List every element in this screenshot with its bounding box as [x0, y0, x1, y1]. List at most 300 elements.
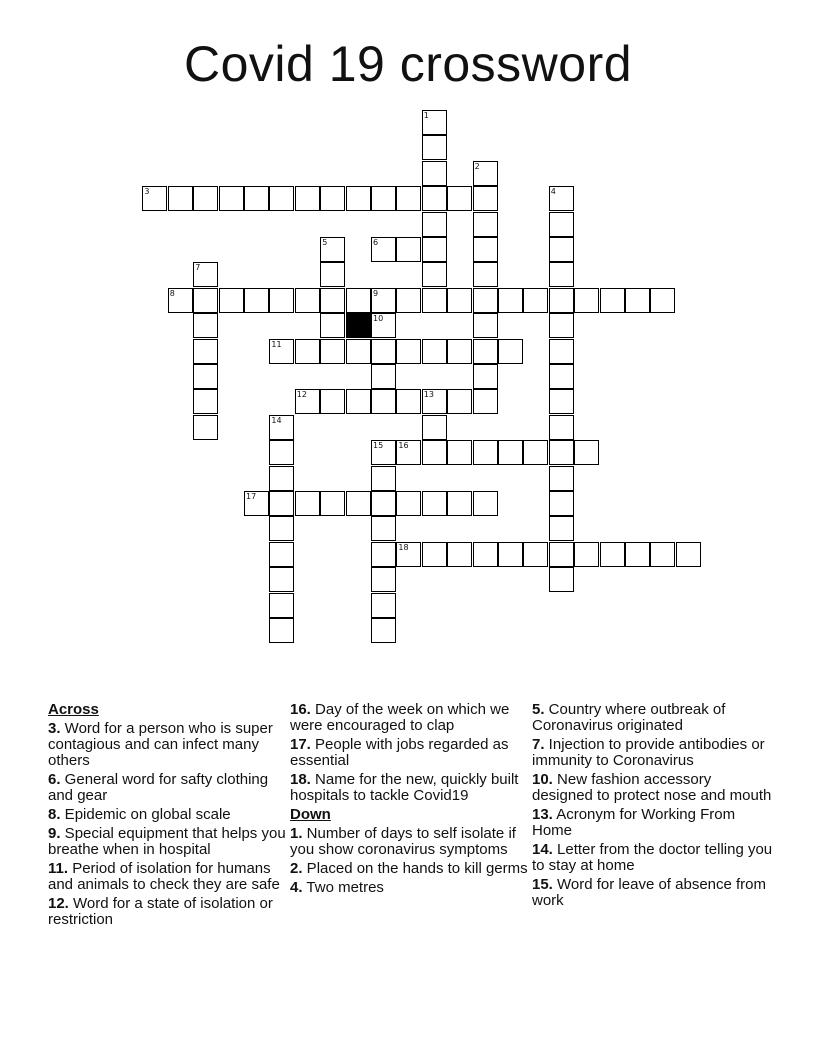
grid-cell[interactable] [549, 491, 574, 516]
clue-number-label: 15. [532, 876, 553, 893]
letter-input[interactable] [270, 416, 293, 439]
grid-cell[interactable] [422, 542, 447, 567]
letter-input[interactable] [448, 289, 471, 312]
grid-cell[interactable] [549, 212, 574, 237]
letter-input[interactable] [575, 543, 598, 566]
letter-input[interactable] [270, 441, 293, 464]
grid-cell[interactable] [320, 491, 345, 516]
grid-cell[interactable] [422, 110, 447, 135]
grid-cell[interactable] [346, 186, 371, 211]
grid-cell[interactable] [193, 389, 218, 414]
grid-cell[interactable] [168, 186, 193, 211]
grid-cell[interactable] [295, 389, 320, 414]
letter-input[interactable] [372, 365, 395, 388]
letter-input[interactable] [372, 467, 395, 490]
grid-cell[interactable] [371, 186, 396, 211]
letter-input[interactable] [423, 416, 446, 439]
letter-input[interactable] [220, 187, 243, 210]
grid-cell[interactable] [371, 313, 396, 338]
grid-cell[interactable] [549, 516, 574, 541]
letter-input[interactable] [321, 340, 344, 363]
grid-cell[interactable] [447, 186, 472, 211]
clue-column-2 [290, 702, 532, 931]
letter-input[interactable] [194, 416, 217, 439]
grid-cell[interactable] [473, 339, 498, 364]
grid-cell[interactable] [219, 288, 244, 313]
grid-cell[interactable] [650, 542, 675, 567]
grid-cell[interactable] [295, 339, 320, 364]
letter-input[interactable] [347, 289, 370, 312]
grid-cell[interactable] [142, 186, 167, 211]
letter-input[interactable] [474, 314, 497, 337]
letter-input[interactable] [347, 187, 370, 210]
grid-cell[interactable] [523, 288, 548, 313]
grid-cell[interactable] [473, 491, 498, 516]
grid-cell[interactable] [549, 237, 574, 262]
grid-cell[interactable] [549, 288, 574, 313]
letter-input[interactable] [575, 289, 598, 312]
grid-cell[interactable] [549, 389, 574, 414]
grid-cell[interactable] [168, 288, 193, 313]
clue-number: 2 [474, 161, 480, 171]
letter-input[interactable] [550, 365, 573, 388]
grid-cell[interactable] [193, 288, 218, 313]
letter-input[interactable] [397, 187, 420, 210]
grid-cell[interactable] [422, 262, 447, 287]
letter-input[interactable] [550, 314, 573, 337]
letter-input[interactable] [194, 314, 217, 337]
letter-input[interactable] [270, 619, 293, 642]
letter-input[interactable] [499, 289, 522, 312]
grid-cell[interactable] [269, 491, 294, 516]
letter-input[interactable] [169, 187, 192, 210]
letter-input[interactable] [372, 594, 395, 617]
grid-cell[interactable] [193, 415, 218, 440]
letter-input[interactable] [626, 543, 649, 566]
grid-cell[interactable] [371, 339, 396, 364]
clue-number: 7 [195, 263, 201, 273]
grid-cell[interactable] [549, 466, 574, 491]
letter-input[interactable] [321, 390, 344, 413]
letter-input[interactable] [296, 492, 319, 515]
letter-input[interactable] [372, 390, 395, 413]
letter-input[interactable] [245, 492, 268, 515]
grid-cell[interactable] [193, 313, 218, 338]
letter-input[interactable] [245, 289, 268, 312]
letter-input[interactable] [397, 238, 420, 261]
clue-across [290, 702, 532, 734]
letter-input[interactable] [474, 390, 497, 413]
letter-input[interactable] [321, 289, 344, 312]
grid-cell[interactable] [523, 542, 548, 567]
letter-input[interactable] [423, 136, 446, 159]
grid-cell[interactable] [320, 288, 345, 313]
clue-text: Name for the new, quickly built hospitals to tackle Covid19 [290, 771, 519, 804]
letter-input[interactable] [550, 263, 573, 286]
clue-number: 4 [550, 187, 556, 197]
grid-cell[interactable] [320, 339, 345, 364]
grid-cell[interactable] [346, 389, 371, 414]
grid-cell[interactable] [625, 542, 650, 567]
grid-cell[interactable] [371, 364, 396, 389]
letter-input[interactable] [423, 543, 446, 566]
grid-cell[interactable] [473, 542, 498, 567]
grid-cell[interactable] [193, 262, 218, 287]
letter-input[interactable] [321, 187, 344, 210]
grid-cell[interactable] [269, 593, 294, 618]
letter-input[interactable] [474, 543, 497, 566]
letter-input[interactable] [372, 289, 395, 312]
letter-input[interactable] [372, 187, 395, 210]
letter-input[interactable] [474, 365, 497, 388]
grid-cell[interactable] [549, 440, 574, 465]
letter-input[interactable] [296, 340, 319, 363]
letter-input[interactable] [347, 340, 370, 363]
puzzle-title: Covid 19 crossword [183, 36, 633, 92]
letter-input[interactable] [550, 289, 573, 312]
clue-text: Injection to provide antibodies or immunity to Coronavirus [532, 736, 765, 769]
grid-cell[interactable] [320, 313, 345, 338]
letter-input[interactable] [651, 543, 674, 566]
letter-input[interactable] [270, 187, 293, 210]
clue-text: New fashion accessory designed to protect nose and mouth [532, 771, 772, 804]
letter-input[interactable] [499, 340, 522, 363]
letter-input[interactable] [474, 289, 497, 312]
letter-input[interactable] [347, 492, 370, 515]
grid-cell[interactable] [574, 288, 599, 313]
letter-input[interactable] [423, 238, 446, 261]
grid-cell[interactable] [549, 364, 574, 389]
grid-cell[interactable] [371, 491, 396, 516]
letter-input[interactable] [550, 441, 573, 464]
letter-input[interactable] [397, 340, 420, 363]
grid-cell[interactable] [346, 339, 371, 364]
letter-input[interactable] [423, 289, 446, 312]
letter-input[interactable] [550, 390, 573, 413]
grid-cell[interactable] [422, 212, 447, 237]
grid-cell[interactable] [269, 415, 294, 440]
letter-input[interactable] [397, 543, 420, 566]
letter-input[interactable] [550, 187, 573, 210]
clue-number-label: 5. [532, 701, 545, 718]
letter-input[interactable] [423, 263, 446, 286]
letter-input[interactable] [423, 111, 446, 134]
grid-cell[interactable] [371, 542, 396, 567]
letter-input[interactable] [550, 492, 573, 515]
clue-number: 16 [398, 441, 409, 451]
letter-input[interactable] [270, 517, 293, 540]
letter-input[interactable] [474, 162, 497, 185]
letter-input[interactable] [423, 441, 446, 464]
letter-input[interactable] [550, 213, 573, 236]
letter-input[interactable] [372, 492, 395, 515]
letter-input[interactable] [194, 263, 217, 286]
grid-cell[interactable] [396, 288, 421, 313]
grid-cell[interactable] [422, 288, 447, 313]
letter-input[interactable] [397, 441, 420, 464]
letter-input[interactable] [372, 517, 395, 540]
letter-input[interactable] [372, 543, 395, 566]
grid-cell[interactable] [422, 237, 447, 262]
grid-cell[interactable] [269, 567, 294, 592]
letter-input[interactable] [550, 543, 573, 566]
letter-input[interactable] [245, 187, 268, 210]
clue-down [532, 842, 774, 874]
letter-input[interactable] [194, 390, 217, 413]
clue-number-label: 17. [290, 736, 311, 753]
letter-input[interactable] [270, 568, 293, 591]
letter-input[interactable] [474, 340, 497, 363]
grid-cell[interactable] [447, 339, 472, 364]
letter-input[interactable] [550, 416, 573, 439]
letter-input[interactable] [499, 543, 522, 566]
letter-input[interactable] [474, 263, 497, 286]
grid-cell[interactable] [396, 542, 421, 567]
grid-cell[interactable] [473, 288, 498, 313]
grid-cell[interactable] [269, 466, 294, 491]
grid-cell[interactable] [473, 364, 498, 389]
grid-cell[interactable] [549, 186, 574, 211]
letter-input[interactable] [601, 289, 624, 312]
letter-input[interactable] [550, 517, 573, 540]
grid-cell[interactable] [549, 339, 574, 364]
grid-cell[interactable] [498, 440, 523, 465]
letter-input[interactable] [321, 314, 344, 337]
letter-input[interactable] [423, 492, 446, 515]
grid-cell[interactable] [193, 339, 218, 364]
grid-cell[interactable] [346, 491, 371, 516]
letter-input[interactable] [194, 365, 217, 388]
grid-cell[interactable] [447, 389, 472, 414]
grid-cell[interactable] [498, 288, 523, 313]
grid-cell[interactable] [396, 339, 421, 364]
grid-cell[interactable] [473, 237, 498, 262]
grid-cell[interactable] [269, 542, 294, 567]
letter-input[interactable] [372, 340, 395, 363]
grid-cell[interactable] [320, 237, 345, 262]
grid-cell[interactable] [600, 542, 625, 567]
letter-input[interactable] [601, 543, 624, 566]
letter-input[interactable] [194, 187, 217, 210]
letter-input[interactable] [474, 213, 497, 236]
grid-cell[interactable] [371, 618, 396, 643]
grid-cell[interactable] [244, 288, 269, 313]
letter-input[interactable] [372, 441, 395, 464]
grid-cell[interactable] [269, 516, 294, 541]
letter-input[interactable] [270, 594, 293, 617]
grid-cell[interactable] [574, 542, 599, 567]
grid-cell[interactable] [549, 567, 574, 592]
grid-cell[interactable] [549, 262, 574, 287]
grid-cell[interactable] [244, 186, 269, 211]
letter-input[interactable] [499, 441, 522, 464]
letter-input[interactable] [448, 492, 471, 515]
grid-cell[interactable] [371, 593, 396, 618]
grid-cell[interactable] [269, 618, 294, 643]
clue-column-1 [48, 702, 290, 931]
letter-input[interactable] [270, 467, 293, 490]
letter-input[interactable] [524, 543, 547, 566]
grid-cell[interactable] [447, 440, 472, 465]
grid-cell[interactable] [269, 440, 294, 465]
grid-cell[interactable] [371, 389, 396, 414]
grid-cell[interactable] [422, 440, 447, 465]
grid-cell[interactable] [473, 313, 498, 338]
grid-cell[interactable] [422, 389, 447, 414]
clue-number-label: 11. [48, 860, 69, 877]
grid-cell[interactable] [600, 288, 625, 313]
grid-cell[interactable] [422, 415, 447, 440]
grid-cell[interactable] [473, 389, 498, 414]
letter-input[interactable] [626, 289, 649, 312]
letter-input[interactable] [372, 314, 395, 337]
letter-input[interactable] [372, 619, 395, 642]
letter-input[interactable] [296, 390, 319, 413]
letter-input[interactable] [474, 441, 497, 464]
grid-cell[interactable] [549, 313, 574, 338]
grid-cell[interactable] [498, 339, 523, 364]
letter-input[interactable] [423, 390, 446, 413]
clue-number-label: 13. [532, 806, 553, 823]
grid-cell[interactable] [219, 186, 244, 211]
letter-input[interactable] [550, 238, 573, 261]
letter-input[interactable] [423, 187, 446, 210]
grid-cell[interactable] [371, 567, 396, 592]
grid-cell[interactable] [396, 491, 421, 516]
grid-cell[interactable] [269, 186, 294, 211]
grid-cell[interactable] [473, 161, 498, 186]
clue-number: 18 [398, 542, 409, 552]
grid-cell[interactable] [422, 491, 447, 516]
grid-cell[interactable] [447, 288, 472, 313]
grid-cell[interactable] [320, 262, 345, 287]
clue-column-3 [532, 702, 774, 931]
grid-cell[interactable] [320, 389, 345, 414]
letter-input[interactable] [194, 289, 217, 312]
grid-cell[interactable] [269, 288, 294, 313]
clue-number-label: 4. [290, 879, 303, 896]
letter-input[interactable] [296, 289, 319, 312]
letter-input[interactable] [448, 390, 471, 413]
letter-input[interactable] [550, 340, 573, 363]
grid-cell[interactable] [371, 516, 396, 541]
letter-input[interactable] [169, 289, 192, 312]
grid-cell[interactable] [422, 339, 447, 364]
grid-cell[interactable] [346, 288, 371, 313]
letter-input[interactable] [321, 238, 344, 261]
letter-input[interactable] [651, 289, 674, 312]
grid-cell[interactable] [396, 186, 421, 211]
grid-cell[interactable] [473, 186, 498, 211]
letter-input[interactable] [397, 289, 420, 312]
black-cell [346, 313, 371, 338]
grid-cell[interactable] [396, 389, 421, 414]
letter-input[interactable] [550, 467, 573, 490]
clue-text: Special equipment that helps you breathe when in hospital [48, 825, 286, 858]
letter-input[interactable] [474, 238, 497, 261]
letter-input[interactable] [372, 238, 395, 261]
letter-input[interactable] [397, 390, 420, 413]
grid-cell[interactable] [574, 440, 599, 465]
grid-cell[interactable] [422, 135, 447, 160]
grid-cell[interactable] [193, 364, 218, 389]
letter-input[interactable] [372, 568, 395, 591]
grid-cell[interactable] [295, 186, 320, 211]
letter-input[interactable] [550, 568, 573, 591]
grid-cell[interactable] [650, 288, 675, 313]
letter-input[interactable] [270, 289, 293, 312]
grid-cell[interactable] [422, 161, 447, 186]
letter-input[interactable] [220, 289, 243, 312]
grid-cell[interactable] [371, 466, 396, 491]
grid-cell[interactable] [676, 542, 701, 567]
letter-input[interactable] [575, 441, 598, 464]
grid-cell[interactable] [422, 186, 447, 211]
letter-input[interactable] [423, 213, 446, 236]
letter-input[interactable] [296, 187, 319, 210]
grid-cell[interactable] [244, 491, 269, 516]
letter-input[interactable] [397, 492, 420, 515]
clue-number: 8 [169, 288, 175, 298]
grid-cell[interactable] [625, 288, 650, 313]
grid-cell[interactable] [498, 542, 523, 567]
letter-input[interactable] [270, 340, 293, 363]
clue-number: 9 [373, 288, 379, 298]
letter-input[interactable] [524, 441, 547, 464]
grid-cell[interactable] [295, 491, 320, 516]
grid-cell[interactable] [473, 440, 498, 465]
clue-across [48, 772, 290, 804]
grid-cell[interactable] [371, 237, 396, 262]
grid-cell[interactable] [447, 542, 472, 567]
letter-input[interactable] [448, 441, 471, 464]
grid-cell[interactable] [549, 542, 574, 567]
letter-input[interactable] [524, 289, 547, 312]
letter-input[interactable] [194, 340, 217, 363]
grid-cell[interactable] [473, 262, 498, 287]
grid-cell[interactable] [523, 440, 548, 465]
letter-input[interactable] [677, 543, 700, 566]
letter-input[interactable] [321, 263, 344, 286]
grid-cell[interactable] [269, 339, 294, 364]
grid-cell[interactable] [193, 186, 218, 211]
grid-cell[interactable] [396, 440, 421, 465]
grid-cell[interactable] [371, 288, 396, 313]
grid-cell[interactable] [447, 491, 472, 516]
letter-input[interactable] [270, 543, 293, 566]
grid-cell[interactable] [396, 237, 421, 262]
letter-input[interactable] [423, 340, 446, 363]
grid-cell[interactable] [320, 186, 345, 211]
letter-input[interactable] [143, 187, 166, 210]
grid-cell[interactable] [473, 212, 498, 237]
letter-input[interactable] [347, 390, 370, 413]
letter-input[interactable] [474, 187, 497, 210]
letter-input[interactable] [270, 492, 293, 515]
letter-input[interactable] [321, 492, 344, 515]
grid-cell[interactable] [549, 415, 574, 440]
letter-input[interactable] [448, 187, 471, 210]
clue-number: 5 [322, 238, 328, 247]
letter-input[interactable] [423, 162, 446, 185]
letter-input[interactable] [448, 340, 471, 363]
grid-cell[interactable] [295, 288, 320, 313]
clue-number: 6 [373, 238, 379, 247]
letter-input[interactable] [448, 543, 471, 566]
clue-text: People with jobs regarded as essential [290, 736, 509, 769]
grid-cell[interactable] [371, 440, 396, 465]
letter-input[interactable] [474, 492, 497, 515]
